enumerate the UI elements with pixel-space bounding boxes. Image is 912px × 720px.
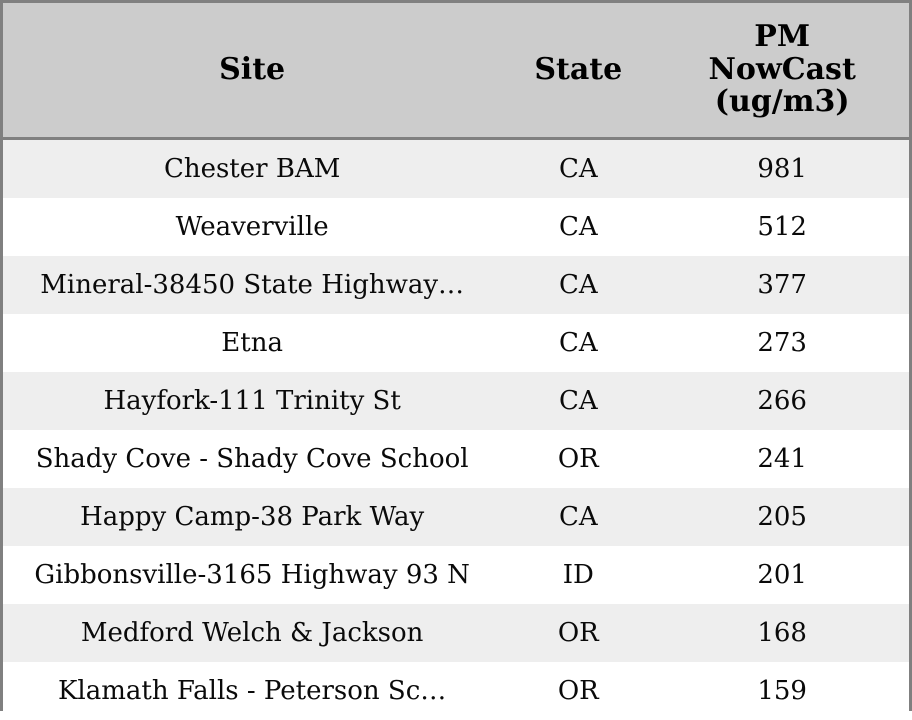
table-row[interactable]: [3, 662, 909, 720]
cell-pm-nowcast: 512: [655, 198, 909, 256]
cell-state: CA: [501, 198, 655, 256]
table-row[interactable]: [3, 139, 909, 199]
cell-site: Weaverville: [3, 198, 501, 256]
cell-pm-nowcast: 168: [655, 604, 909, 662]
cell-state: CA: [501, 314, 655, 372]
cell-pm-nowcast: 981: [655, 139, 909, 199]
cell-state: CA: [501, 488, 655, 546]
pm-nowcast-table: [3, 3, 909, 720]
cell-site: Gibbonsville-3165 Highway 93 N: [3, 546, 501, 604]
column-header-site[interactable]: Site: [3, 3, 501, 139]
table-row[interactable]: [3, 372, 909, 430]
table-row[interactable]: [3, 546, 909, 604]
cell-state: OR: [501, 430, 655, 488]
table-body: [3, 139, 909, 720]
cell-site: Klamath Falls - Peterson Sc…: [3, 662, 501, 720]
column-header-pm-nowcast-line1: PM: [754, 19, 810, 54]
column-header-pm-nowcast[interactable]: [655, 3, 909, 139]
column-header-state[interactable]: State: [501, 3, 655, 139]
cell-state: OR: [501, 662, 655, 720]
cell-state: OR: [501, 604, 655, 662]
cell-state: CA: [501, 139, 655, 199]
cell-pm-nowcast: 159: [655, 662, 909, 720]
cell-site: Chester BAM: [3, 139, 501, 199]
table-row[interactable]: [3, 604, 909, 662]
cell-pm-nowcast: 273: [655, 314, 909, 372]
table-row[interactable]: [3, 314, 909, 372]
table-header-row: [3, 3, 909, 139]
cell-site: Happy Camp-38 Park Way: [3, 488, 501, 546]
cell-pm-nowcast: 205: [655, 488, 909, 546]
cell-pm-nowcast: 201: [655, 546, 909, 604]
cell-pm-nowcast: 377: [655, 256, 909, 314]
cell-site: Medford Welch & Jackson: [3, 604, 501, 662]
cell-state: ID: [501, 546, 655, 604]
table-row[interactable]: [3, 430, 909, 488]
cell-site: Hayfork-111 Trinity St: [3, 372, 501, 430]
cell-pm-nowcast: 241: [655, 430, 909, 488]
table-row[interactable]: [3, 488, 909, 546]
cell-state: CA: [501, 372, 655, 430]
cell-state: CA: [501, 256, 655, 314]
column-header-pm-nowcast-line3: (ug/m3): [715, 84, 850, 119]
table-header: [3, 3, 909, 139]
cell-site: Mineral-38450 State Highway…: [3, 256, 501, 314]
cell-pm-nowcast: 266: [655, 372, 909, 430]
column-header-pm-nowcast-line2: NowCast: [708, 52, 855, 87]
table-row[interactable]: [3, 198, 909, 256]
cell-site: Etna: [3, 314, 501, 372]
cell-site: Shady Cove - Shady Cove School: [3, 430, 501, 488]
table-row[interactable]: [3, 256, 909, 314]
